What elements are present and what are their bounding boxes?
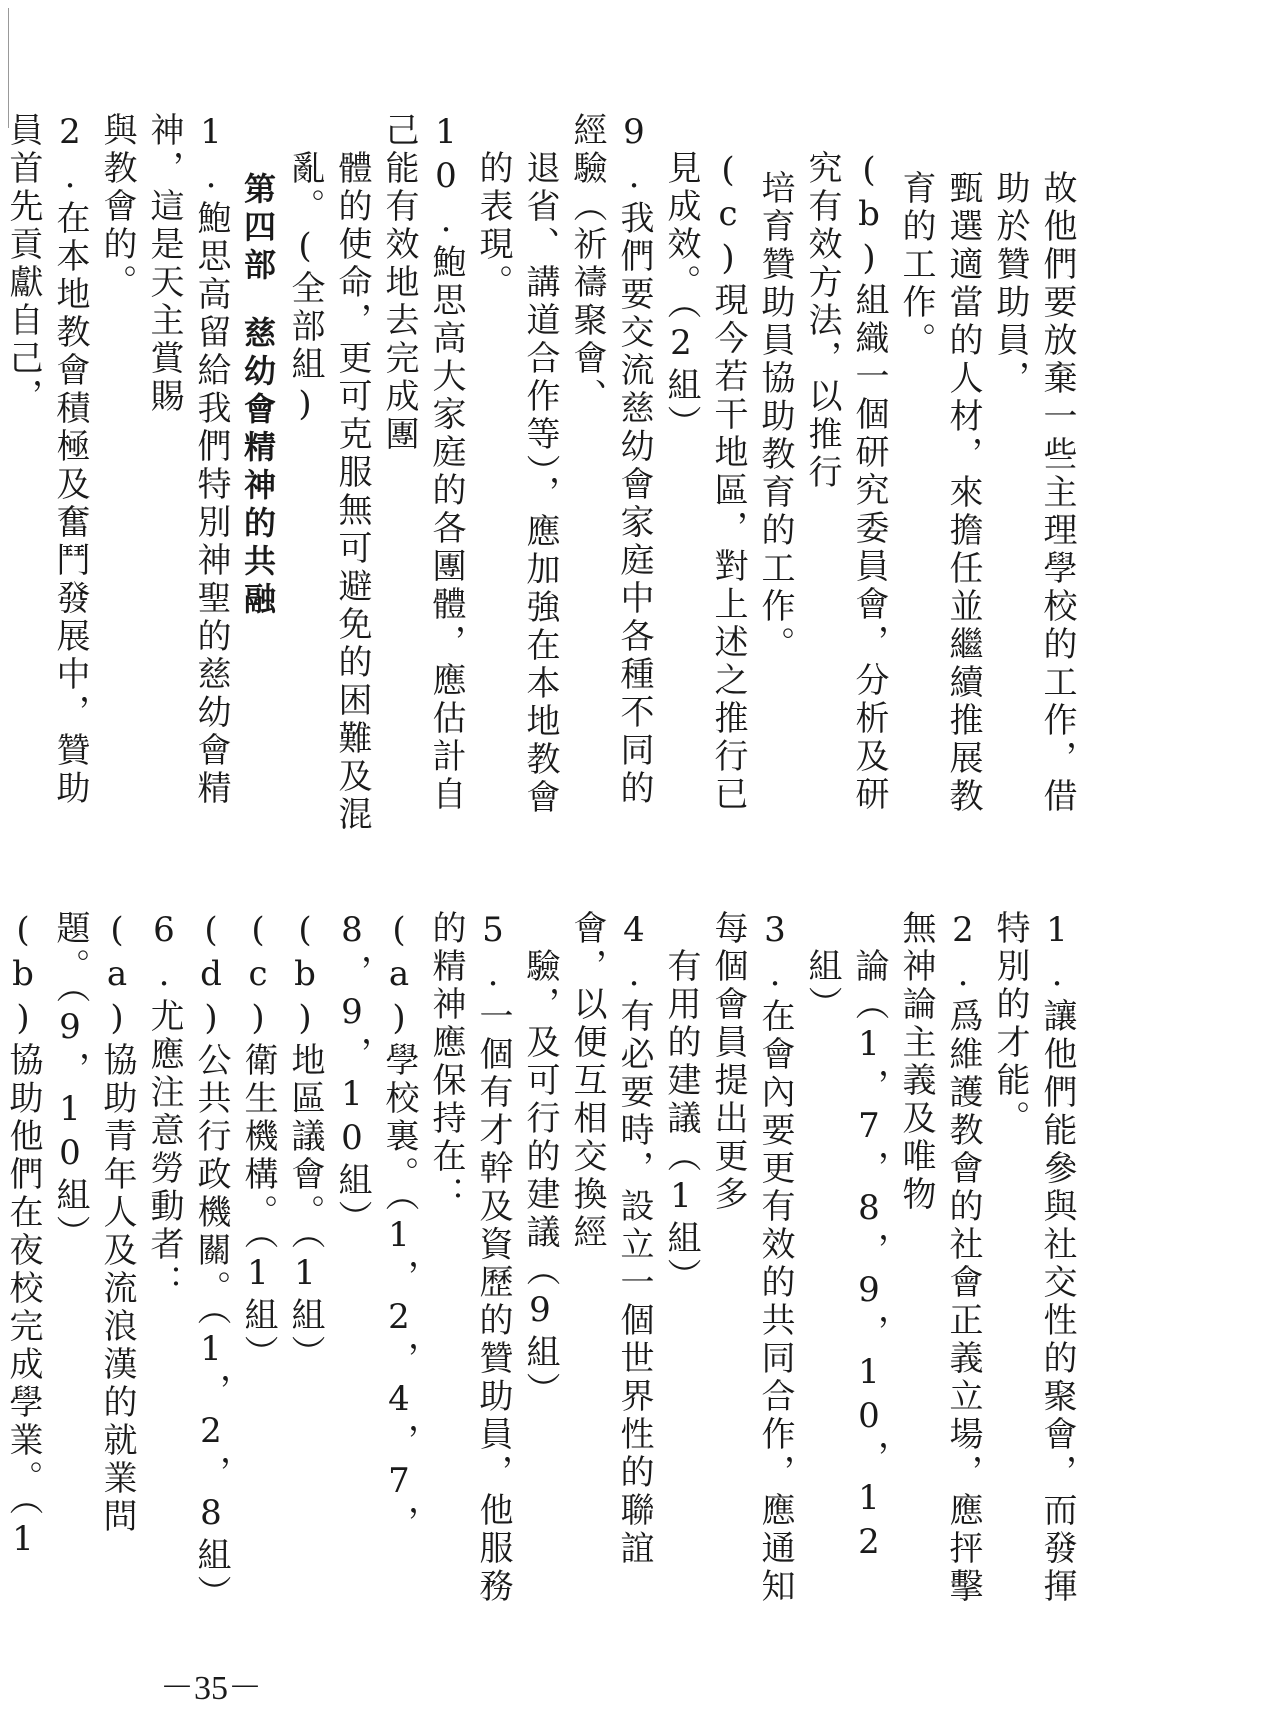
text-column: (a)學校裏。（1，2，4，7，8，9，10組）: [332, 910, 419, 1543]
text-column: 4.有必要時，設立一個世界性的聯誼會，以便互相交換經: [567, 910, 654, 1568]
text-column: (b)地區議會。（1組）: [285, 910, 325, 1373]
text-column: 9.我們要交流慈幼會家庭中各種不同的經驗（祈禱聚會、: [567, 112, 654, 808]
upper-text-block: [3, 112, 1080, 842]
part-four-title: 慈幼會精神的共融: [239, 316, 277, 620]
text-column: (c)衛生機構。（1組）: [238, 910, 278, 1373]
text-column: 6.尤應注意勞動者：: [144, 910, 184, 1302]
text-column: 甄選適當的人材，來擔任並繼續推展教育的工作。: [896, 170, 983, 816]
text-column: 故他們要放棄一些主理學校的工作，借助於贊助員，: [990, 170, 1077, 816]
text-column: 體的使命，更可克服無可避免的困難及混亂。(全部組): [285, 150, 372, 834]
text-column: 3.在會內要更有效的共同合作，應通知每個會員提出更多: [708, 910, 795, 1606]
text-column: 1.讓他們能參與社交性的聚會，而發揮特別的才能。: [990, 910, 1077, 1606]
text-column: (a)協助青年人及流浪漢的就業問題。（9，10組）: [50, 910, 137, 1536]
text-column: 退省、講道合作等），應加強在本地教會的表現。: [473, 150, 560, 817]
text-column: 10.鮑思高大家庭的各團體，應估計自己能有效地去完成團: [379, 112, 466, 814]
text-column: (d)公共行政機關。（1，2，8組）: [191, 910, 231, 1613]
lower-text-block: [3, 910, 1080, 1613]
text-column: 驗，及可行的建議（9組）: [520, 948, 560, 1410]
text-column: (b)組織一個研究委員會，分析及研究有效方法，以推行: [802, 150, 889, 814]
text-column: 有用的建議（1組）: [661, 948, 701, 1296]
text-column: 論（1，7，8，9，10，12組）: [802, 948, 889, 1566]
text-column: 2.爲維護教會的社會正義立場，應抨擊無神論主義及唯物: [896, 910, 983, 1606]
text-column: 培育贊助員協助教育的工作。: [755, 170, 795, 664]
text-column: (b)協助他們在夜校完成學業。（1: [3, 910, 43, 1563]
text-column: (c)現今若干地區，對上述之推行已見成效。（2組）: [661, 150, 748, 814]
text-column: 1.鮑思高留給我們特別神聖的慈幼會精神，這是天主賞賜: [144, 112, 231, 808]
text-column: 2.在本地教會積極及奮鬥發展中，贊助員首先貢獻自己，: [3, 112, 90, 808]
part-four-label: 第四部: [239, 172, 277, 286]
text-column: 5.一個有才幹及資歷的贊助員，他服務的精神應保持在：: [426, 910, 513, 1606]
text-column: 與教會的。: [97, 112, 137, 302]
page-number: －35－: [160, 1670, 262, 1707]
part-four-heading: [234, 112, 281, 842]
scan-edge-marks: [8, 8, 19, 128]
